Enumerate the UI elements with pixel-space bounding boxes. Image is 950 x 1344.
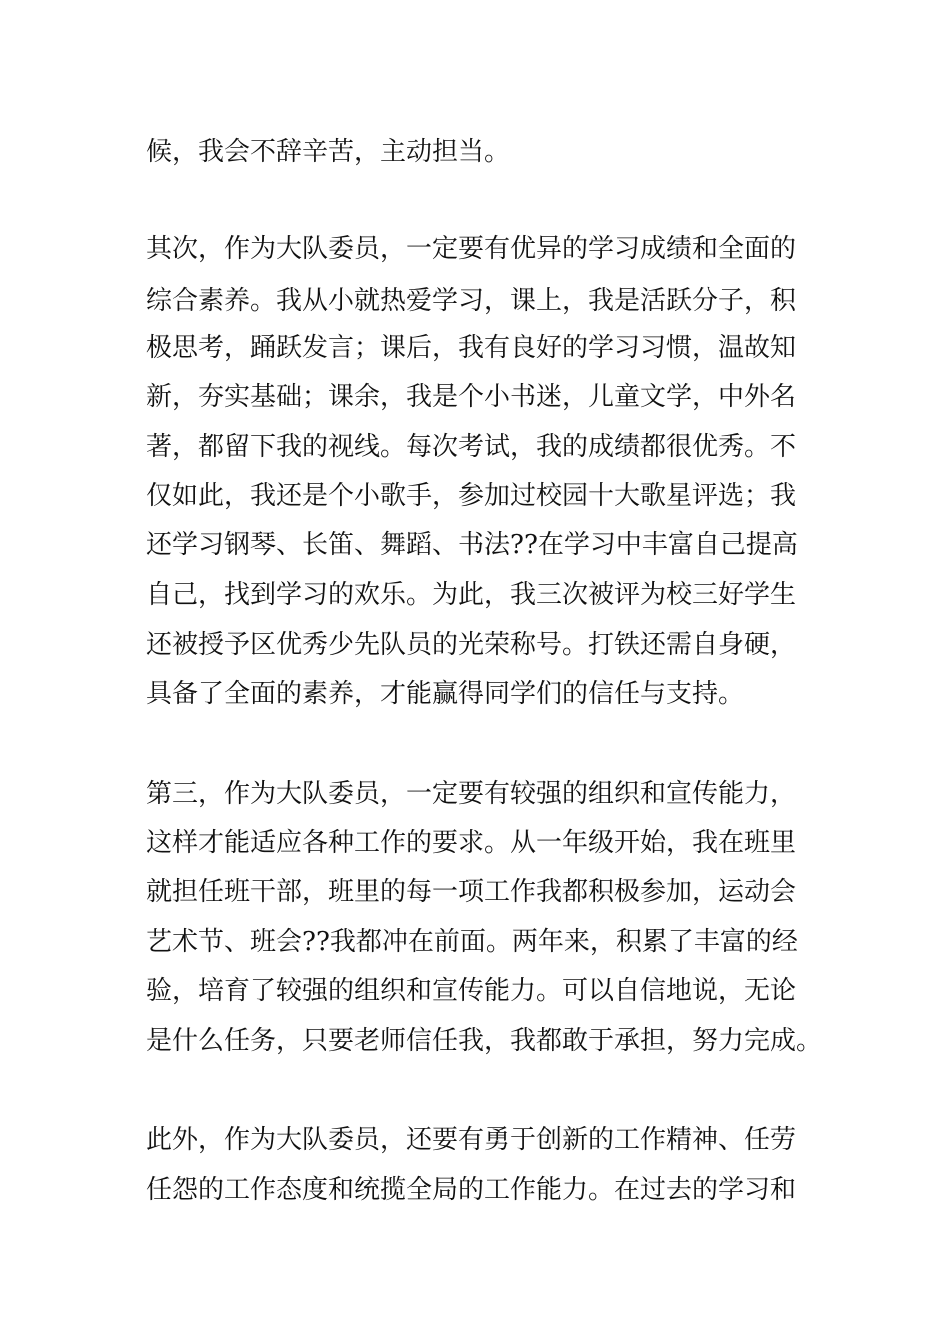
text-line: 此外，作为大队委员，还要有勇于创新的工作精神、任劳 <box>146 1125 797 1155</box>
text-line: 仅如此，我还是个小歌手，参加过校园十大歌星评选；我 <box>146 481 797 511</box>
text-line: 还学习钢琴、长笛、舞蹈、书法??在学习中丰富自己提高 <box>146 530 798 560</box>
text-line: 是什么任务，只要老师信任我，我都敢于承担，努力完成。 <box>146 1026 823 1056</box>
text-line: 极思考，踊跃发言；课后，我有良好的学习习惯，温故知 <box>146 333 797 363</box>
text-line: 任怨的工作态度和统揽全局的工作能力。在过去的学习和 <box>146 1175 797 1205</box>
text-line: 综合素养。我从小就热爱学习，课上，我是活跃分子，积 <box>146 286 797 316</box>
text-line: 著，都留下我的视线。每次考试，我的成绩都很优秀。不 <box>146 432 797 462</box>
text-line: 这样才能适应各种工作的要求。从一年级开始，我在班里 <box>146 828 797 858</box>
text-line: 候，我会不辞辛苦，主动担当。 <box>146 137 511 167</box>
text-line: 还被授予区优秀少先队员的光荣称号。打铁还需自身硬， <box>146 630 797 660</box>
text-line: 具备了全面的素养，才能赢得同学们的信任与支持。 <box>146 679 745 709</box>
text-line: 验，培育了较强的组织和宣传能力。可以自信地说，无论 <box>146 976 797 1006</box>
text-line: 艺术节、班会??我都冲在前面。两年来，积累了丰富的经 <box>146 927 798 957</box>
text-line: 自己，找到学习的欢乐。为此，我三次被评为校三好学生 <box>146 580 797 610</box>
text-line: 第三，作为大队委员，一定要有较强的组织和宣传能力， <box>146 779 797 809</box>
text-line: 其次，作为大队委员，一定要有优异的学习成绩和全面的 <box>146 234 797 264</box>
text-line: 就担任班干部，班里的每一项工作我都积极参加，运动会 <box>146 877 797 907</box>
text-line: 新，夯实基础；课余，我是个小书迷，儿童文学，中外名 <box>146 382 797 412</box>
